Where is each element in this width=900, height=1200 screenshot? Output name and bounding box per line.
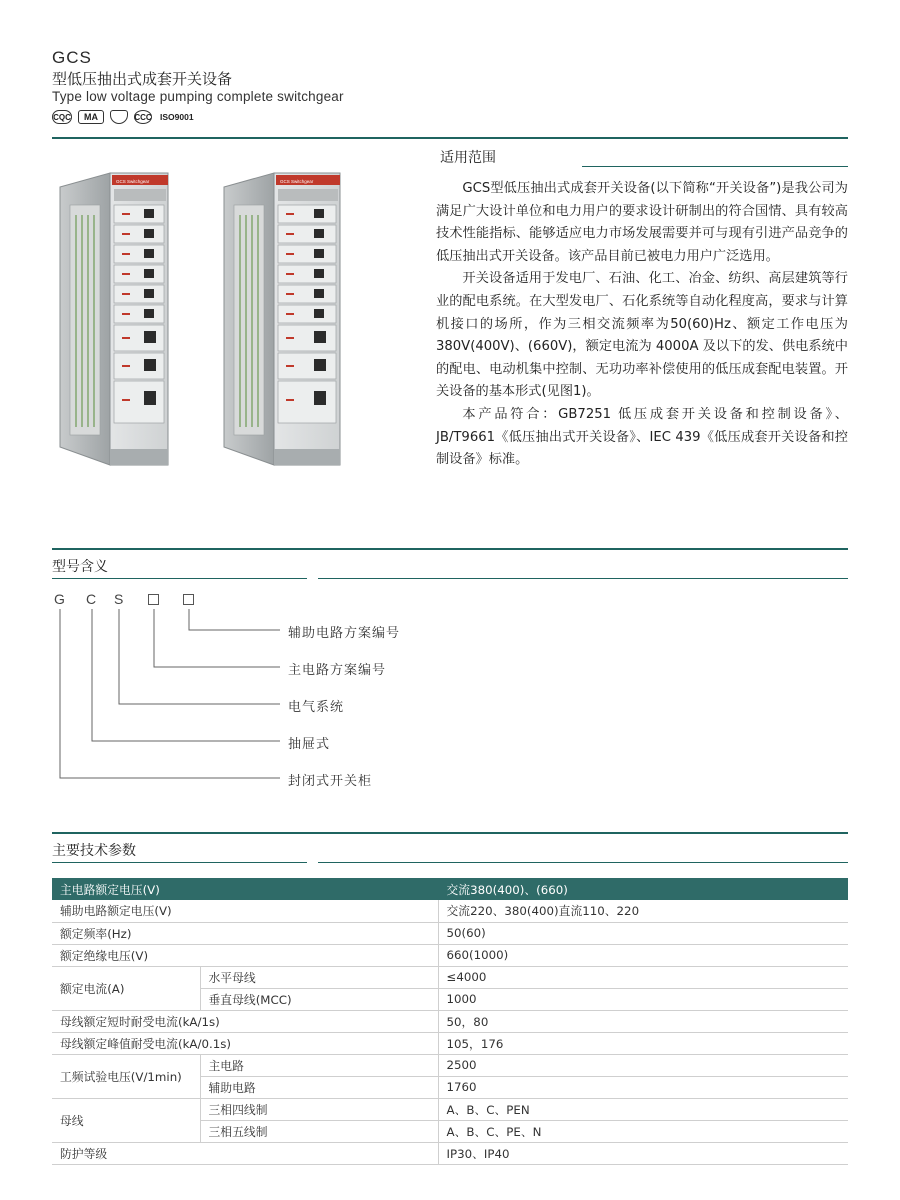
certification-logos — [52, 110, 344, 124]
cabinet-left — [60, 173, 168, 465]
header-divider — [52, 137, 848, 139]
main-circuit-scheme-label: 主电路方案编号 — [288, 663, 387, 678]
specs-title-underline-right — [318, 862, 848, 863]
aux-circuit-scheme-label: 辅助电路方案编号 — [288, 626, 401, 641]
param-name: 工频试验电压(V/1min) — [52, 1054, 200, 1098]
scope-title-underline — [582, 166, 848, 167]
param-name: 辅助电路额定电压(V) — [52, 900, 438, 922]
param-sub-name: 三相五线制 — [200, 1120, 438, 1142]
specs-table — [52, 878, 848, 1165]
model-code-diagram — [52, 585, 472, 795]
model-title-underline — [52, 578, 307, 579]
specs-title: 主要技术参数 — [52, 843, 136, 859]
param-sub-name: 辅助电路 — [200, 1076, 438, 1098]
model-meaning-title: 型号含义 — [52, 559, 108, 575]
param-value: 1760 — [438, 1076, 848, 1098]
table-row — [52, 900, 848, 922]
scope-paragraph: 开关设备适用于发电厂、石油、化工、冶金、纺织、高层建筑等行业的配电系统。在大型发电厂、石化系统等自动化程度高，要求与计算机接口的场所，作为三相交流频率为50(60)Hz、额定工作电压为380V(400V)、(660V)，额定电流为 4000A 及以下的发、供电系统中的配电、电动机集中控制、无功功率补偿使用的低压成套配电装置。开关设备的基本形式(见图1)。 — [436, 271, 848, 400]
model-title-underline-right — [318, 578, 848, 579]
param-name: 母线 — [52, 1098, 200, 1142]
param-name: 主电路额定电压(V) — [52, 878, 438, 900]
model-letter-c: C — [86, 591, 97, 607]
param-name: 母线额定峰值耐受电流(kA/0.1s) — [52, 1032, 438, 1054]
cma-cert-icon: MA — [78, 110, 104, 124]
scope-title: 适用范围 — [440, 150, 496, 166]
table-row — [52, 1010, 848, 1032]
specs-title-underline — [52, 862, 307, 863]
param-value: 660(1000) — [438, 944, 848, 966]
param-sub-name: 主电路 — [200, 1054, 438, 1076]
table-row — [52, 1142, 848, 1164]
cabinet-left-panel-label: GCS Switchgear — [116, 179, 150, 184]
cabinet-right-panel-label: GCS Switchgear — [280, 179, 314, 184]
param-value: 交流380(400)、(660) — [438, 878, 848, 900]
param-value: 交流220、380(400)直流110、220 — [438, 900, 848, 922]
param-value: 105，176 — [438, 1032, 848, 1054]
table-row — [52, 966, 848, 988]
param-value: 1000 — [438, 988, 848, 1010]
specs-header-row — [52, 878, 848, 900]
cabinet-right — [224, 173, 340, 465]
electrical-system-label: 电气系统 — [288, 700, 345, 715]
param-value: A、B、C、PEN — [438, 1098, 848, 1120]
enclosed-switchgear-label: 封闭式开关柜 — [288, 774, 373, 789]
scope-description — [436, 178, 848, 472]
param-value: IP30、IP40 — [438, 1142, 848, 1164]
iso-label: ISO9001 — [160, 112, 194, 122]
table-row — [52, 944, 848, 966]
table-row — [52, 1032, 848, 1054]
param-value: ≤4000 — [438, 966, 848, 988]
param-value: 50(60) — [438, 922, 848, 944]
param-name: 母线额定短时耐受电流(kA/1s) — [52, 1010, 438, 1032]
document-header — [52, 48, 344, 124]
param-sub-name: 垂直母线(MCC) — [200, 988, 438, 1010]
model-section-divider — [52, 548, 848, 550]
drawer-type-label: 抽屉式 — [288, 737, 331, 752]
param-sub-name: 三相四线制 — [200, 1098, 438, 1120]
param-name: 防护等级 — [52, 1142, 438, 1164]
specs-section-divider — [52, 832, 848, 834]
table-row — [52, 1054, 848, 1076]
param-value: A、B、C、PE、N — [438, 1120, 848, 1142]
shield-cert-icon — [110, 110, 128, 124]
scope-paragraph: 本产品符合：GB7251 低压成套开关设备和控制设备》、JB/T9661《低压抽出式开关设备》、IEC 439《低压成套开关设备和控制设备》标准。 — [436, 406, 848, 468]
switchgear-cabinets-illustration — [52, 165, 412, 475]
product-title-cn: 型低压抽出式成套开关设备 — [52, 70, 233, 88]
param-value: 2500 — [438, 1054, 848, 1076]
param-name: 额定绝缘电压(V) — [52, 944, 438, 966]
param-name: 额定电流(A) — [52, 966, 200, 1010]
param-value: 50，80 — [438, 1010, 848, 1032]
ccc-cert-icon: CCC — [134, 110, 152, 124]
param-sub-name: 水平母线 — [200, 966, 438, 988]
model-letter-g: G — [54, 591, 65, 607]
model-code: GCS — [52, 48, 92, 67]
product-title-en: Type low voltage pumping complete switchgear — [52, 89, 344, 104]
cqc-cert-icon: CQC — [52, 110, 72, 124]
scope-paragraph: GCS型低压抽出式成套开关设备(以下简称“开关设备”)是我公司为满足广大设计单位和电力用户的要求设计研制出的符合国情、具有较高技术性能指标、能够适应电力市场发展需要并可与现有引进产品竞争的低压抽出式开关设备。该产品目前已被电力用户广泛选用。 — [436, 181, 848, 264]
model-letter-s: S — [114, 591, 124, 607]
model-connector-lines — [52, 585, 472, 795]
param-name: 额定频率(Hz) — [52, 922, 438, 944]
table-row — [52, 922, 848, 944]
table-row — [52, 1098, 848, 1120]
